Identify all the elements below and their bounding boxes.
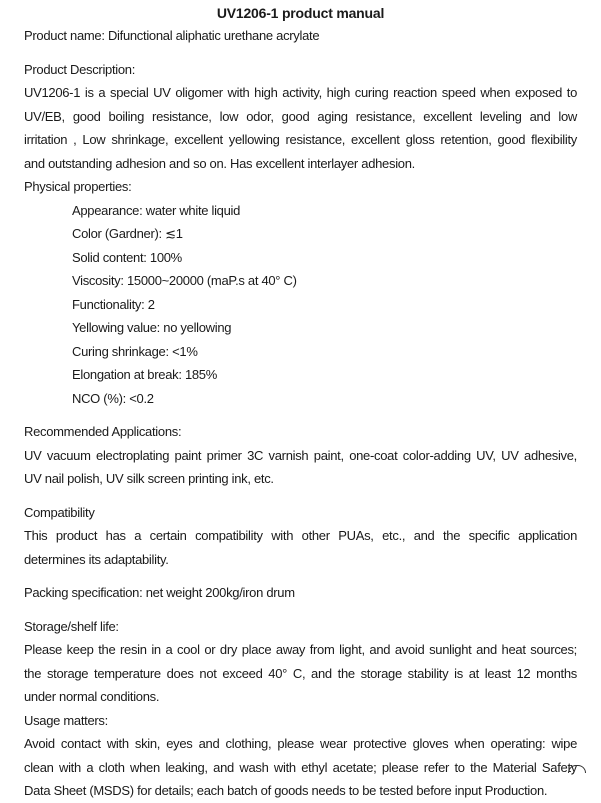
paragraph-line: Please keep the resin in a cool or dry place away from light, and avoid sunlight and heat sources; — [24, 642, 577, 657]
paragraph-line: UV vacuum electroplating paint primer 3C varnish paint, one-coat color-adding UV, UV adhesive, — [24, 447, 577, 463]
doc-line: Usage matters: — [24, 712, 108, 728]
paragraph-line: the storage temperature does not exceed 40° C, and the storage stability is at least 12 months — [24, 665, 577, 681]
paragraph-line: under normal conditions. — [24, 689, 160, 704]
paragraph-line: irritation , Low shrinkage, excellent yellowing resistance, excellent gloss retention, good flexibility — [24, 132, 577, 147]
document-body — [24, 24, 577, 803]
blank-line — [24, 571, 577, 581]
document-title: UV1206-1 product manual — [216, 5, 385, 21]
doc-line: Recommended Applications: — [24, 424, 182, 439]
property-line: Curing shrinkage: <1% — [72, 343, 198, 359]
property-line: Yellowing value: no yellowing — [72, 320, 232, 335]
paragraph-line: This product has a certain compatibility with other PUAs, etc., and the specific application — [24, 528, 577, 543]
doc-line: Compatibility — [24, 504, 95, 520]
doc-line: Product name: Difunctional aliphatic urethane acrylate — [24, 28, 320, 43]
property-line: Solid content: 100% — [72, 249, 182, 265]
doc-line: Physical properties: — [24, 179, 132, 194]
paragraph-line: determines its adaptability. — [24, 551, 169, 567]
doc-line: Product Description: — [24, 61, 136, 77]
blank-line — [24, 48, 577, 58]
paragraph-line: clean with a cloth when leaking, and wash with ethyl acetate; please refer to the Material Safety — [24, 759, 577, 775]
property-line: Elongation at break: 185% — [72, 367, 217, 382]
paragraph-line: Data Sheet (MSDS) for details; each batch of goods needs to be tested before input Production. — [24, 783, 548, 798]
partial-circle-annotation-mark — [568, 765, 586, 773]
property-line: Functionality: 2 — [72, 296, 155, 312]
property-line: NCO (%): <0.2 — [72, 390, 154, 406]
paragraph-line: UV/EB, good boiling resistance, low odor, good aging resistance, excellent leveling and low — [24, 108, 577, 124]
paragraph-line: UV nail polish, UV silk screen printing ink, etc. — [24, 471, 274, 486]
doc-line: Storage/shelf life: — [24, 618, 119, 634]
paragraph-line: Avoid contact with skin, eyes and clothing, please wear protective gloves when operating: wipe — [24, 736, 577, 751]
property-line: Appearance: water white liquid — [72, 202, 241, 218]
property-line: Color (Gardner): ≲1 — [72, 226, 183, 241]
property-line: Viscosity: 15000~20000 (maP.s at 40° C) — [72, 273, 297, 288]
blank-line — [24, 410, 577, 420]
paragraph-line: and outstanding adhesion and so on. Has excellent interlayer adhesion. — [24, 155, 415, 171]
blank-line — [24, 491, 577, 501]
blank-line — [24, 605, 577, 615]
paragraph-line: UV1206-1 is a special UV oligomer with high activity, high curing reaction speed when exposed to — [24, 85, 577, 100]
doc-line: Packing specification: net weight 200kg/iron drum — [24, 585, 295, 600]
